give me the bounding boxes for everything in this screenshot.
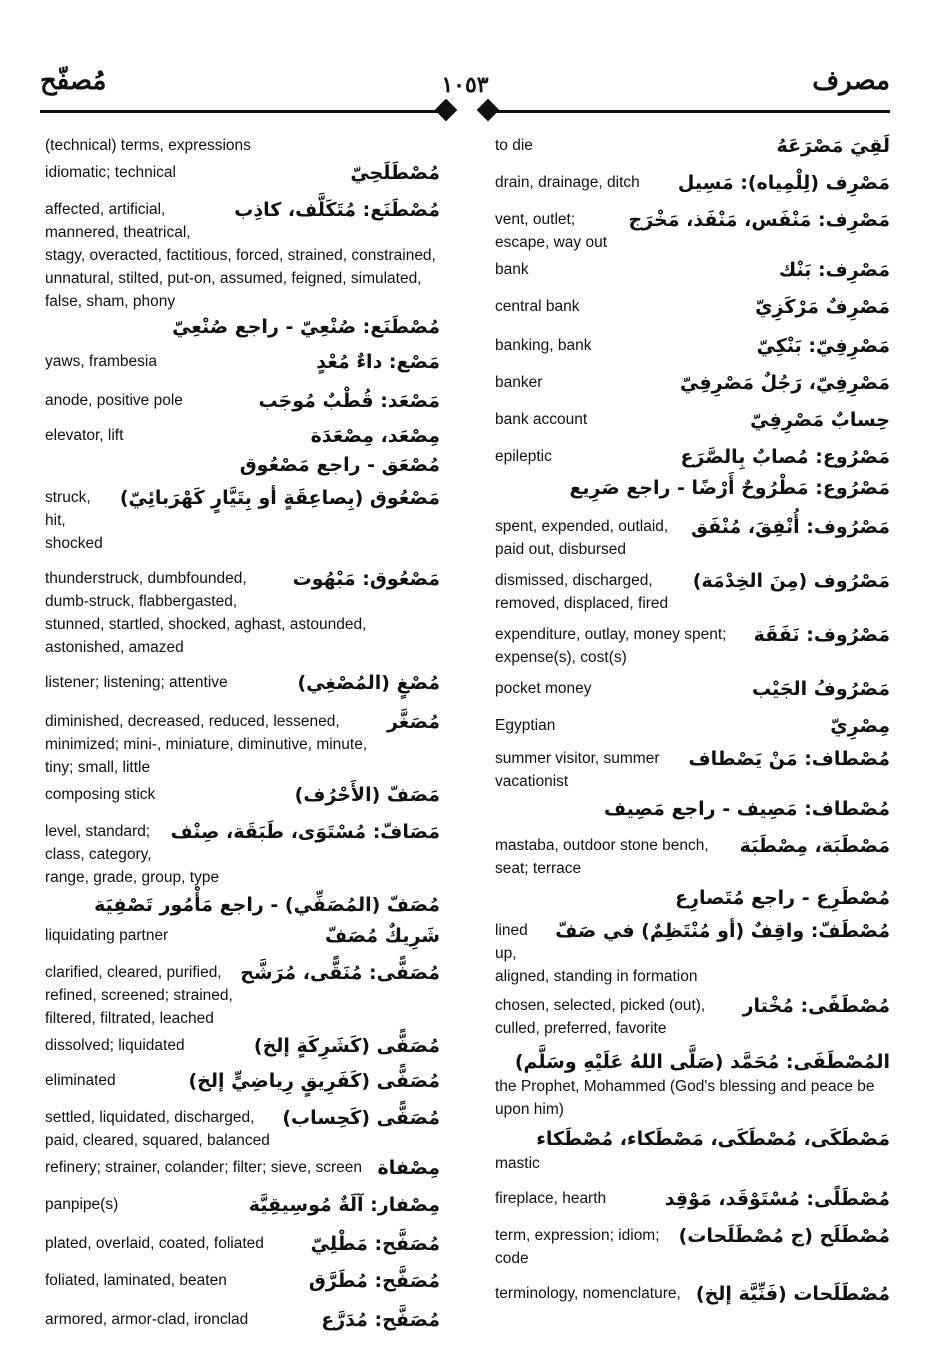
english-definition: level, standard; class, category, range, grade, group, type [45, 823, 220, 886]
dictionary-entry [495, 623, 890, 669]
right-column [495, 134, 890, 1307]
arabic-headword: مُصْطَفّ: واقِفٌ (أو مُنْتَظِمٌ) في صَفّ [555, 920, 890, 942]
dictionary-entry [495, 919, 890, 988]
arabic-headword: مَصْرِف: مَنْفَس، مَنْفَذ، مَخْرَج [628, 209, 890, 231]
english-definition: lined up, aligned, standing in formation [495, 922, 698, 985]
dictionary-entry [495, 171, 890, 196]
english-definition: mastaba, outdoor stone bench, seat; terrace [495, 837, 709, 877]
english-definition: liquidating partner [45, 927, 169, 944]
arabic-headword: مَصْرُوع: مُصابٌ بِالصَّرَع [680, 446, 890, 468]
english-definition: chosen, selected, picked (out), culled, preferred, favorite [495, 997, 706, 1037]
dictionary-entry [45, 350, 440, 375]
english-definition: central bank [495, 298, 580, 315]
arabic-headword: مُصْطاف: مَنْ يَصْطاف [688, 748, 890, 770]
dictionary-entry [45, 893, 440, 918]
arabic-headword: مَصْرُوف: أُنْفِقَ، مُنْفَق [691, 516, 890, 538]
dictionary-entry [45, 1269, 440, 1294]
header-ornament-right [477, 99, 500, 122]
arabic-headword: مُصْطَنَع: صُنْعِيّ - راجع صُنْعِيّ [172, 316, 440, 338]
arabic-headword: مُصْطَفًى: مُخْتار [742, 995, 890, 1017]
english-definition: struck, hit, shocked [45, 489, 103, 552]
dictionary-entry [45, 1193, 440, 1218]
arabic-headword: مَصْرِفِيّ: بَنْكِيّ [756, 335, 890, 357]
dictionary-entry [45, 134, 440, 157]
dictionary-entry [495, 834, 890, 880]
dictionary-entry [495, 1282, 890, 1307]
english-definition: expenditure, outlay, money spent; expense(s), cost(s) [495, 626, 727, 666]
dictionary-entry [495, 994, 890, 1040]
english-definition: thunderstruck, dumbfounded, dumb-struck, flabbergasted, stunned, startled, shocked, aghast, astounded, astonished, amazed [45, 570, 367, 656]
english-definition: pocket money [495, 680, 592, 697]
english-definition: spent, expended, outlaid, paid out, disbursed [495, 518, 669, 558]
arabic-headword: مُصْغٍ (المُصْغِي) [297, 672, 440, 694]
arabic-headword: مُصْطَلَح (ج مُصْطَلَحات) [678, 1225, 890, 1247]
guide-word-right: مصرف [812, 66, 890, 96]
dictionary-entry [495, 797, 890, 822]
dictionary-entry [45, 424, 440, 449]
english-definition: plated, overlaid, coated, foliated [45, 1235, 264, 1252]
english-definition: composing stick [45, 786, 156, 803]
arabic-headword: مِصْرِيّ [830, 715, 890, 737]
english-definition: listener; listening; attentive [45, 674, 228, 691]
dictionary-entry [45, 161, 440, 186]
english-definition: dissolved; liquidated [45, 1037, 185, 1054]
arabic-headword: مَصْرُوف: نَفَقَة [753, 624, 890, 646]
dictionary-entry [495, 1187, 890, 1212]
dictionary-entry [495, 408, 890, 433]
dictionary-entry [45, 710, 440, 779]
arabic-headword: مَصْرُوع: مَطْرُوحٌ أَرْضًا - راجع صَرِيع [569, 477, 890, 499]
english-definition: mastic [495, 1155, 540, 1172]
arabic-headword: مُصَفّ (المُصَفِّي) - راجع مَأْمُور تَصْفِيَة [94, 894, 440, 916]
arabic-headword: مَصْطَبَة، مِصْطَبَة [739, 835, 890, 857]
arabic-headword: مَصْرِف: بَنْك [778, 259, 890, 281]
english-definition: bank [495, 261, 529, 278]
arabic-headword: مَصْرُوف (مِنَ الخِدْمَة) [692, 570, 890, 592]
arabic-headword: مُصَفَّح: مُدَرَّع [321, 1309, 440, 1331]
dictionary-entry [495, 1050, 890, 1121]
dictionary-entry [495, 208, 890, 254]
arabic-headword: مَصْطَكَى، مُصْطَكَى، مَصْطَكاء، مُصْطَكاء [536, 1128, 890, 1150]
header-rule-left [40, 110, 445, 113]
dictionary-entry [45, 783, 440, 808]
english-definition: refinery; strainer, colander; filter; sieve, screen [45, 1159, 363, 1176]
dictionary-entry [45, 671, 440, 696]
arabic-headword: مُصَغَّر [386, 711, 440, 733]
dictionary-entry [45, 820, 440, 889]
english-definition: vent, outlet; escape, way out [495, 211, 608, 251]
arabic-headword: شَرِيكٌ مُصَفّ [324, 925, 440, 947]
arabic-headword: مِصْفاة [377, 1157, 440, 1179]
arabic-headword: مُصْطَرِع - راجع مُتَصارِع [675, 887, 890, 909]
dictionary-entry [495, 134, 890, 159]
arabic-headword: مَصْع: داءٌ مُعْدٍ [316, 351, 440, 373]
english-definition: bank account [495, 411, 588, 428]
arabic-headword: مُصْطَلَحات (فَنِّيَّة إلخ) [695, 1283, 890, 1305]
dictionary-entry [45, 198, 440, 313]
dictionary-entry [495, 515, 890, 561]
arabic-headword: مُصَفَّح: مَطْلِيّ [310, 1233, 440, 1255]
arabic-headword: مُصْطَلَحِيّ [350, 162, 440, 184]
page-header [40, 58, 890, 118]
english-definition: banking, bank [495, 337, 592, 354]
dictionary-entry [495, 1127, 890, 1175]
arabic-headword: مُصْطَنَع: مُتَكَلَّف، كاذِب [234, 199, 440, 221]
arabic-headword: مُصَفًّى (كَشَرِكَةٍ إلخ) [253, 1035, 440, 1057]
arabic-headword: مُصَفًّى (كَحِساب) [282, 1107, 440, 1129]
header-ornament-left [435, 99, 458, 122]
english-definition: yaws, frambesia [45, 353, 157, 370]
english-definition: Egyptian [495, 717, 556, 734]
dictionary-entry [45, 1232, 440, 1257]
dictionary-entry [495, 334, 890, 359]
dictionary-entry [495, 886, 890, 911]
dictionary-entry [495, 371, 890, 396]
english-definition: diminished, decreased, reduced, lessened, minimized; mini-, miniature, diminutive, minute, tiny; small, little [45, 713, 368, 776]
dictionary-entry [495, 445, 890, 470]
arabic-headword: مَصْرِف (لِلْمِياه): مَسِيل [677, 172, 890, 194]
page-number: ١٠٥٣ [441, 72, 489, 98]
english-definition: dismissed, discharged, removed, displaced, fired [495, 572, 669, 612]
dictionary-entry [45, 924, 440, 949]
arabic-headword: مَصْرِفٌ مَرْكَزِيّ [755, 296, 890, 318]
english-definition: elevator, lift [45, 427, 124, 444]
header-rule-right [485, 110, 890, 113]
english-definition: summer visitor, summer vacationist [495, 750, 660, 790]
english-definition: idiomatic; technical [45, 164, 176, 181]
arabic-headword: مَصْرِفِيّ، رَجُلٌ مَصْرِفِيّ [680, 372, 890, 394]
guide-word-left: مُصفّح [40, 66, 107, 96]
english-definition: epileptic [495, 448, 552, 465]
english-definition: eliminated [45, 1072, 116, 1089]
dictionary-entry [45, 1069, 440, 1094]
english-definition: fireplace, hearth [495, 1190, 607, 1207]
english-definition: clarified, cleared, purified, refined, screened; strained, filtered, filtrated, leached [45, 964, 233, 1027]
arabic-headword: المُصْطَفَى: مُحَمَّد (صَلَّى اللهُ عَلَيْهِ وسَلَّم) [514, 1051, 890, 1073]
arabic-headword: مِصْفار: آلَةٌ مُوسِيقِيَّة [248, 1194, 440, 1216]
dictionary-entry [45, 486, 440, 555]
dictionary-entry [45, 1034, 440, 1059]
dictionary-entry [495, 569, 890, 615]
arabic-headword: مَصْعُوق: مَبْهُوت [292, 568, 440, 590]
arabic-headword: مُصَفًّى: مُنَقًّى، مُرَشَّح [240, 962, 440, 984]
dictionary-entry [495, 714, 890, 739]
english-definition: (technical) terms, expressions [45, 137, 251, 154]
arabic-headword: مُصَفًّى (كَفَرِيقٍ رِياضِيٍّ إلخ) [188, 1070, 440, 1092]
arabic-headword: مُصْطَلًى: مُسْتَوْقَد، مَوْقِد [664, 1188, 890, 1210]
arabic-headword: مُصْعَق - راجع مَصْعُوق [239, 454, 440, 476]
dictionary-entry [495, 476, 890, 501]
english-definition: terminology, nomenclature, [495, 1285, 681, 1302]
english-definition: anode, positive pole [45, 392, 183, 409]
dictionary-entry [45, 1106, 440, 1152]
english-definition: to die [495, 137, 533, 154]
dictionary-entry [495, 1224, 890, 1270]
arabic-headword: لَقِيَ مَصْرَعَهُ [776, 135, 890, 157]
dictionary-entry [495, 747, 890, 793]
arabic-headword: مِصْعَد، مِصْعَدَة [310, 425, 440, 447]
dictionary-entry [45, 961, 440, 1030]
english-definition: banker [495, 374, 543, 391]
arabic-headword: مُصَفَّح: مُطَرَّق [308, 1270, 440, 1292]
arabic-headword: مَصْعُوق (بِصاعِقَةٍ أو بِتَيَّارٍ كَهْرَبائِيّ) [119, 487, 440, 509]
english-definition: panpipe(s) [45, 1196, 119, 1213]
dictionary-entry [495, 677, 890, 702]
dictionary-entry [45, 567, 440, 659]
english-definition: drain, drainage, ditch [495, 174, 640, 191]
dictionary-entry [45, 315, 440, 340]
dictionary-entry [45, 1308, 440, 1333]
english-definition: armored, armor-clad, ironclad [45, 1311, 249, 1328]
arabic-headword: مُصْطاف: مَصِيف - راجع مَصِيف [603, 798, 890, 820]
arabic-headword: مَصْرُوفُ الجَيْب [751, 678, 890, 700]
dictionary-entry [495, 295, 890, 320]
arabic-headword: مَصَافّ: مُسْتَوَى، طَبَقَة، صِنْف [170, 821, 440, 843]
dictionary-entry [45, 1156, 440, 1181]
arabic-headword: مَصَفّ (الأَحْرُف) [294, 784, 440, 806]
dictionary-entry [45, 453, 440, 478]
arabic-headword: مَصْعَد: قُطْبٌ مُوجَب [258, 390, 440, 412]
english-definition: settled, liquidated, discharged, paid, cleared, squared, balanced [45, 1109, 270, 1149]
arabic-headword: حِسابٌ مَصْرِفِيّ [750, 409, 890, 431]
left-column [45, 134, 440, 1333]
english-definition: foliated, laminated, beaten [45, 1272, 227, 1289]
dictionary-entry [45, 389, 440, 414]
dictionary-entry [495, 258, 890, 283]
english-definition: term, expression; idiom; code [495, 1227, 660, 1267]
english-definition: the Prophet, Mohammed (God's blessing and peace be upon him) [495, 1078, 875, 1118]
english-definition: affected, artificial, mannered, theatrical, stagy, overacted, factitious, forced, strained, constrained, unnatural, stilted, put-on, assumed, feigned, simulated, false, sham, phony [45, 201, 436, 310]
